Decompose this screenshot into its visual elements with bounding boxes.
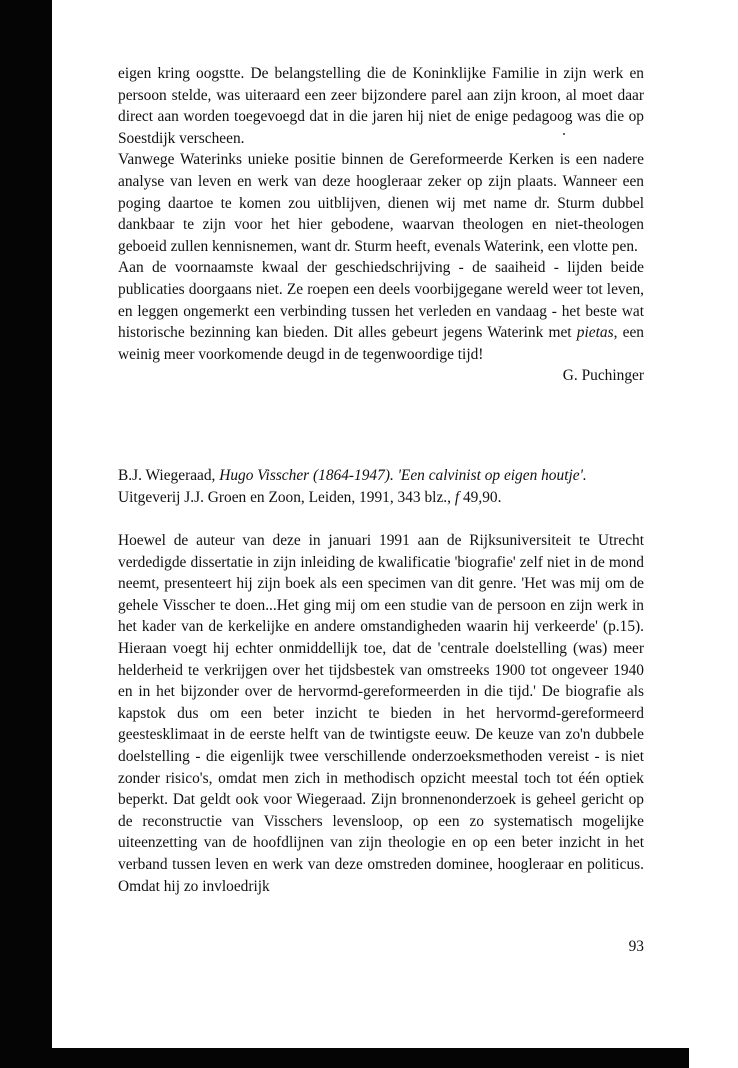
citation-author: B.J. Wiegeraad, [118, 467, 220, 484]
paragraph: Vanwege Waterinks unieke positie binnen de Gereformeerde Kerken is een nadere analyse van leven en werk van deze hoogleraar zeker op zijn plaats. Wanneer een poging daartoe te komen zou uitblijven, dienen wij met name dr. Sturm dubbel dankbaar te zijn voor het hier gebodene, waarvan theologen en niet-theologen geboeid zullen kennisnemen, want dr. Sturm heeft, evenals Waterink, een vlotte pen. [118, 151, 644, 255]
review-puchinger [118, 63, 644, 387]
citation-publisher: Uitgeverij J.J. Groen en Zoon, Leiden, 1991, 343 blz., [118, 488, 455, 506]
review-wiegeraad [118, 530, 644, 897]
reviewer-signature: G. Puchinger [562, 367, 644, 385]
citation-title: Hugo Visscher (1864-1947). 'Een calvinist op eigen houtje'. [219, 467, 587, 484]
paragraph: Aan de voornaamste kwaal der geschiedschrijving - de saaiheid - lijden beide publicaties doorgaans niet. Ze roepen een deels voorbijgegane wereld weer tot leven, en leggen ongemerkt een verbinding tussen het verleden en vandaag - het beste wat historische bezinning kan bieden. Dit alles gebeurt jegens Waterink met pietas, een weinig meer voorkomende deugd in de tegenwoordige tijd! [118, 259, 644, 363]
page-number: 93 [628, 938, 644, 955]
paragraph: Hoewel de auteur van deze in januari 1991 aan de Rijksuniversiteit te Utrecht verdedigde dissertatie in zijn inleiding de kwalificatie 'biografie' zelf niet in de mond neemt, presenteert hij zijn boek als een specimen van dit genre. 'Het was mij om de gehele Visscher te doen...Het ging mij om een studie van de persoon en zijn werk in het kader van de kerkelijke en andere omstandigheden waarin hij verkeerde' (p.15). Hieraan voegt hij echter onmiddellijk toe, dat de 'centrale doelstelling (was) meer helderheid te verkrijgen over het tijdsbestek van omstreeks 1900 tot ongeveer 1940 en in het bijzonder over de hervormd-gereformeerden in die tijd.' De biografie als kapstok dus om een beter inzicht te bieden in het hervormd-gereformeerd geestesklimaat in de eerste helft van de twintigste eeuw. De keuze van zo'n dubbele doelstelling - die eigenlijk twee verschillende onderzoeksmethoden vereist - is niet zonder risico's, omdat men zich in methodisch opzicht meestal toch tot één optiek beperkt. Dat geldt ook voor Wiegeraad. Zijn bronnenonderzoek is geheel gericht op de reconstructie van Visschers levensloop, op een zo systematisch mogelijke uiteenzetting van de hoofdlijnen van zijn theologie en op een beter inzicht in het verband tussen leven en werk van deze omstreden dominee, hoogleraar en politicus. Omdat hij zo invloedrijk [118, 532, 644, 895]
scan-left-border [0, 0, 52, 1068]
price-symbol: f [454, 488, 460, 506]
italic-term: pietas [576, 324, 614, 342]
scan-bottom-border [0, 1048, 689, 1068]
citation-line [118, 465, 644, 508]
paragraph: eigen kring oogstte. De belangstelling die de Koninklijke Familie in zijn werk en persoon stelde, was uiteraard een zeer bijzondere parel aan zijn kroon, al moet daar direct aan worden toegevoegd dat in die jaren hij niet de enige pedagoog was die op Soestdijk verscheen. [118, 65, 644, 147]
citation-price: 49,90. [459, 488, 502, 506]
book-citation [118, 465, 644, 508]
